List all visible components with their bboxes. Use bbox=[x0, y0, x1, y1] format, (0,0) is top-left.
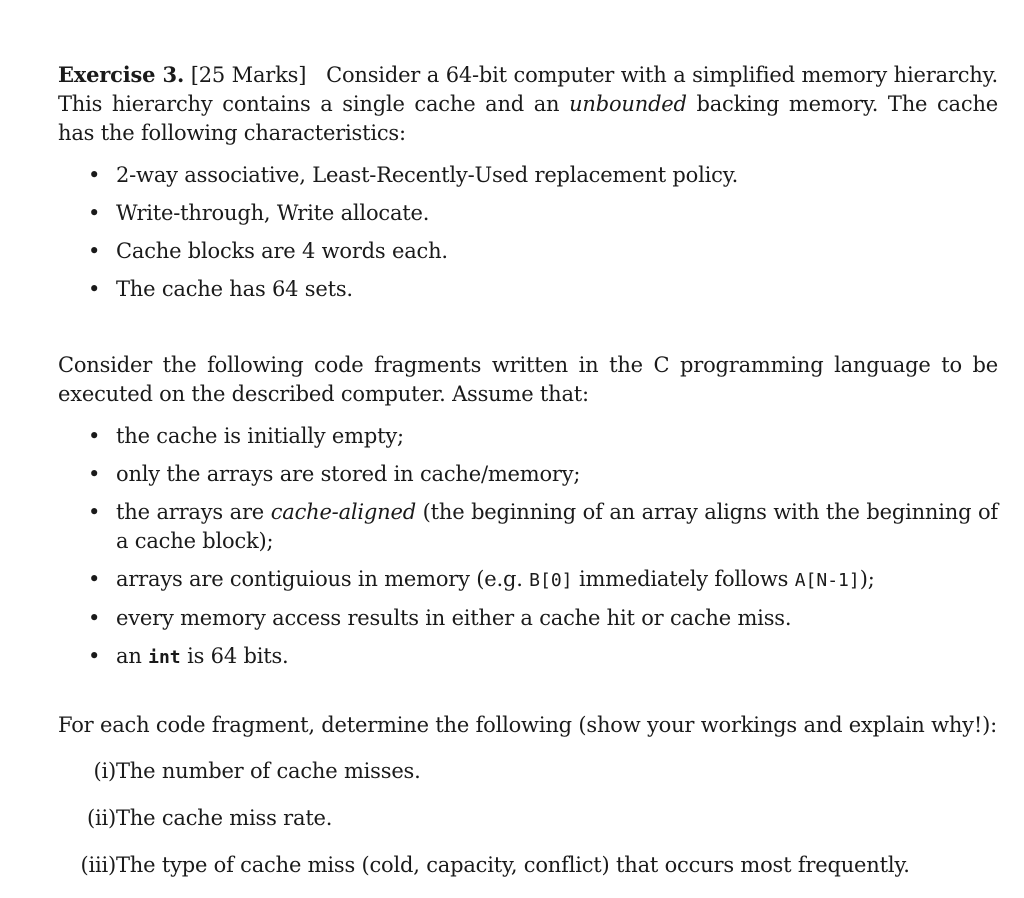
list-item bbox=[58, 565, 998, 595]
characteristic-text: Cache blocks are 4 words each. bbox=[116, 239, 448, 263]
task-number: (i) bbox=[93, 759, 116, 783]
assumption-text: the cache is initially empty; bbox=[116, 424, 404, 448]
spacer bbox=[58, 313, 998, 351]
bullet-icon: • bbox=[88, 201, 101, 225]
assumption-text: every memory access results in either a cache hit or cache miss. bbox=[116, 606, 792, 630]
assumption-text-c: ); bbox=[859, 567, 875, 591]
characteristic-text: Write-through, Write allocate. bbox=[116, 201, 430, 225]
assumption-text-a: an bbox=[116, 644, 149, 668]
assumption-text: only the arrays are stored in cache/memory; bbox=[116, 462, 581, 486]
intro-emph: unbounded bbox=[569, 92, 687, 116]
list-item bbox=[58, 498, 998, 556]
code-intro: Consider the following code fragments written in the C programming language to be executed on the described computer. Assume that: bbox=[58, 353, 998, 406]
assumption-text-a: arrays are contiguious in memory (e.g. bbox=[116, 567, 530, 591]
spacer bbox=[58, 681, 998, 711]
exercise-marks bbox=[191, 63, 307, 87]
bullet-icon: • bbox=[88, 424, 101, 448]
bullet-icon: • bbox=[88, 606, 101, 630]
characteristic-text: The cache has 64 sets. bbox=[116, 277, 353, 301]
bullet-icon: • bbox=[88, 163, 101, 187]
list-item bbox=[58, 460, 998, 489]
code-an1: A[N-1] bbox=[794, 570, 860, 591]
bullet-icon: • bbox=[88, 462, 101, 486]
task-text: The type of cache miss (cold, capacity, conflict) that occurs most frequently. bbox=[116, 853, 910, 877]
list-item bbox=[58, 604, 998, 633]
list-item bbox=[58, 237, 998, 266]
list-item bbox=[58, 804, 998, 833]
bullet-icon: • bbox=[88, 239, 101, 263]
exercise-page bbox=[58, 60, 998, 898]
cache-characteristics-list bbox=[58, 161, 998, 304]
task-number: (iii) bbox=[80, 853, 116, 877]
list-item bbox=[58, 851, 998, 880]
list-item bbox=[58, 642, 998, 672]
code-int: int bbox=[148, 647, 181, 668]
assumption-text-b: immediately follows bbox=[572, 567, 795, 591]
task-number: (ii) bbox=[86, 806, 116, 830]
tasks-list bbox=[58, 757, 998, 880]
task-text: The number of cache misses. bbox=[116, 759, 421, 783]
task-text: The cache miss rate. bbox=[116, 806, 333, 830]
list-item bbox=[58, 422, 998, 451]
list-item bbox=[58, 275, 998, 304]
assumption-text-a: the arrays are bbox=[116, 500, 271, 524]
assumption-emph: cache-aligned bbox=[270, 500, 416, 524]
assumptions-list bbox=[58, 422, 998, 672]
intro-text-1: Consider a 64-bit computer with a simplified memory hierarchy. This hierarchy contains a single cache and an bbox=[58, 63, 998, 116]
assumption-text-b: is 64 bits. bbox=[180, 644, 289, 668]
bullet-icon: • bbox=[88, 567, 101, 591]
list-item bbox=[58, 757, 998, 786]
code-b0: B[0] bbox=[529, 570, 573, 591]
assumption-text-b: (the beginning of an array aligns with the beginning of a cache block); bbox=[116, 500, 998, 553]
exercise-intro bbox=[58, 60, 998, 148]
bullet-icon: • bbox=[88, 277, 101, 301]
characteristic-text: 2-way associative, Least-Recently-Used replacement policy. bbox=[116, 163, 739, 187]
list-item bbox=[58, 161, 998, 190]
task-intro: For each code fragment, determine the following (show your workings and explain why!): bbox=[58, 713, 997, 737]
list-item bbox=[58, 199, 998, 228]
bullet-icon: • bbox=[88, 500, 101, 524]
marks-text: [25 Marks] bbox=[190, 63, 307, 87]
bullet-icon: • bbox=[88, 644, 101, 668]
exercise-heading: Exercise 3. bbox=[58, 62, 185, 87]
intro-text-2: backing memory. The cache has the following characteristics: bbox=[58, 92, 998, 145]
